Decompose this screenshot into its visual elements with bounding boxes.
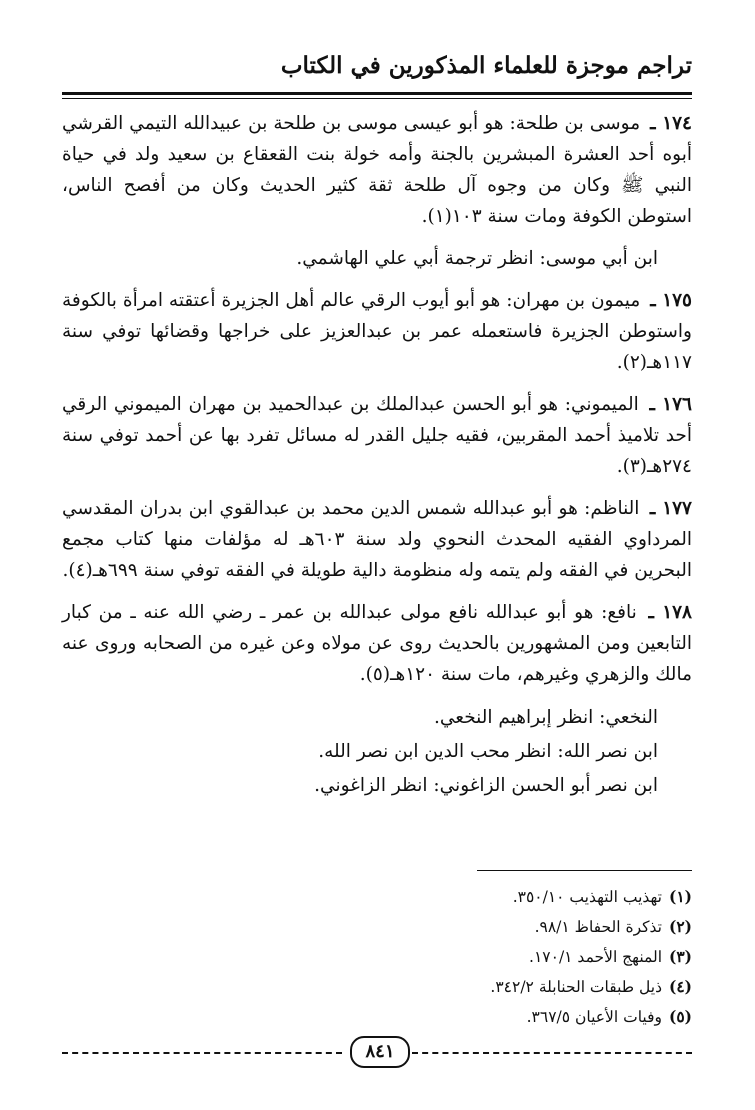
footnote bbox=[490, 972, 692, 1002]
footnote-number: (٥) bbox=[668, 1007, 692, 1026]
header-rule-thick bbox=[62, 92, 692, 95]
entry-text: ميمون بن مهران: هو أبو أيوب الرقي عالم أهل الجزيرة أعتقته امرأة بالكوفة واستوطن الجزيرة فاستعمله عمر بن عبدالعزيز على خراجها وقضائها توفي سنة ١١٧هـ(٢). bbox=[62, 290, 692, 373]
header-rule-thin bbox=[62, 98, 692, 99]
entry-number: ١٧٤ ـ bbox=[650, 113, 692, 134]
running-header: تراجم موجزة للعلماء المذكورين في الكتاب bbox=[280, 52, 692, 79]
footnote-text: تذكرة الحفاظ ٩٨/١. bbox=[534, 918, 662, 936]
entry-number: ١٧٨ ـ bbox=[648, 602, 692, 623]
footnote-number: (٣) bbox=[668, 947, 692, 966]
footnote bbox=[490, 942, 692, 972]
footnote-number: (١) bbox=[668, 887, 692, 906]
footer-dashed-rule-left bbox=[62, 1052, 342, 1054]
footnote-rule bbox=[477, 870, 692, 871]
cross-reference: النخعي: انظر إبراهيم النخعي. bbox=[433, 707, 658, 728]
page bbox=[62, 40, 692, 1080]
entry-number: ١٧٥ ـ bbox=[650, 290, 692, 311]
footnote-number: (٢) bbox=[668, 917, 692, 936]
page-number: ٨٤١ bbox=[350, 1036, 410, 1068]
footnote-number: (٤) bbox=[668, 977, 692, 996]
entry-text: الميموني: هو أبو الحسن عبدالملك بن عبدالحميد بن مهران الميموني الرقي أحد تلاميذ أحمد المقربين، فقيه جليل القدر له مسائل تفرد بها عن أحمد توفي سنة ٢٧٤هـ(٣). bbox=[62, 394, 692, 477]
entry-number: ١٧٦ ـ bbox=[649, 394, 692, 415]
footnote bbox=[490, 912, 692, 942]
body-text bbox=[62, 108, 692, 803]
entry-text: نافع: هو أبو عبدالله نافع مولى عبدالله بن عمر ـ رضي الله عنه ـ من كبار التابعين ومن المشهورين بالحديث روى عن مولاه وعن غيره من الصحابه وروى عنه مالك والزهري وغيرهم، مات سنة ١٢٠هـ(٥). bbox=[62, 602, 692, 685]
cross-reference: ابن نصر الله: انظر محب الدين ابن نصر الله. bbox=[318, 741, 658, 762]
footnote bbox=[490, 1002, 692, 1032]
cross-reference: ابن نصر أبو الحسن الزاغوني: انظر الزاغوني. bbox=[314, 775, 658, 796]
cross-reference-text: ابن أبي موسى: انظر ترجمة أبي علي الهاشمي. bbox=[296, 248, 658, 269]
footnote bbox=[490, 882, 692, 912]
entry-text: موسى بن طلحة: هو أبو عيسى موسى بن طلحة بن عبيدالله التيمي القرشي أبوه أحد العشرة المبشرين بالجنة وأمه خولة بنت القعقاع بن سعيد ولد في حياة النبي ﷺ وكان من وجوه آل طلحة ثقة كثير الحديث وكان من أفصح الناس، استوطن الكوفة ومات سنة ١٠٣(١). bbox=[62, 113, 692, 227]
footnotes bbox=[490, 882, 692, 1032]
footnote-text: المنهج الأحمد ١٧٠/١. bbox=[529, 948, 662, 966]
entry-text: الناظم: هو أبو عبدالله شمس الدين محمد بن عبدالقوي ابن بدران المقدسي المرداوي الفقيه المحدث النحوي ولد سنة ٦٠٣هـ له مؤلفات منها كتاب مجمع البحرين في الفقه ولم يتمه وله منظومة دالية طويلة في الفقه توفي سنة ٦٩٩هـ(٤). bbox=[62, 498, 692, 581]
entry-175 bbox=[62, 285, 692, 378]
cross-reference-list bbox=[62, 701, 692, 803]
entry-178 bbox=[62, 597, 692, 690]
footnote-text: تهذيب التهذيب ٣٥٠/١٠. bbox=[512, 888, 662, 906]
entry-177 bbox=[62, 493, 692, 586]
footer-dashed-rule-right bbox=[412, 1052, 692, 1054]
footnote-text: وفيات الأعيان ٣٦٧/٥. bbox=[526, 1008, 662, 1026]
cross-reference bbox=[62, 243, 692, 274]
entry-174 bbox=[62, 108, 692, 232]
entry-number: ١٧٧ ـ bbox=[649, 498, 692, 519]
entry-176 bbox=[62, 389, 692, 482]
footnote-text: ذيل طبقات الحنابلة ٣٤٢/٢. bbox=[490, 978, 662, 996]
